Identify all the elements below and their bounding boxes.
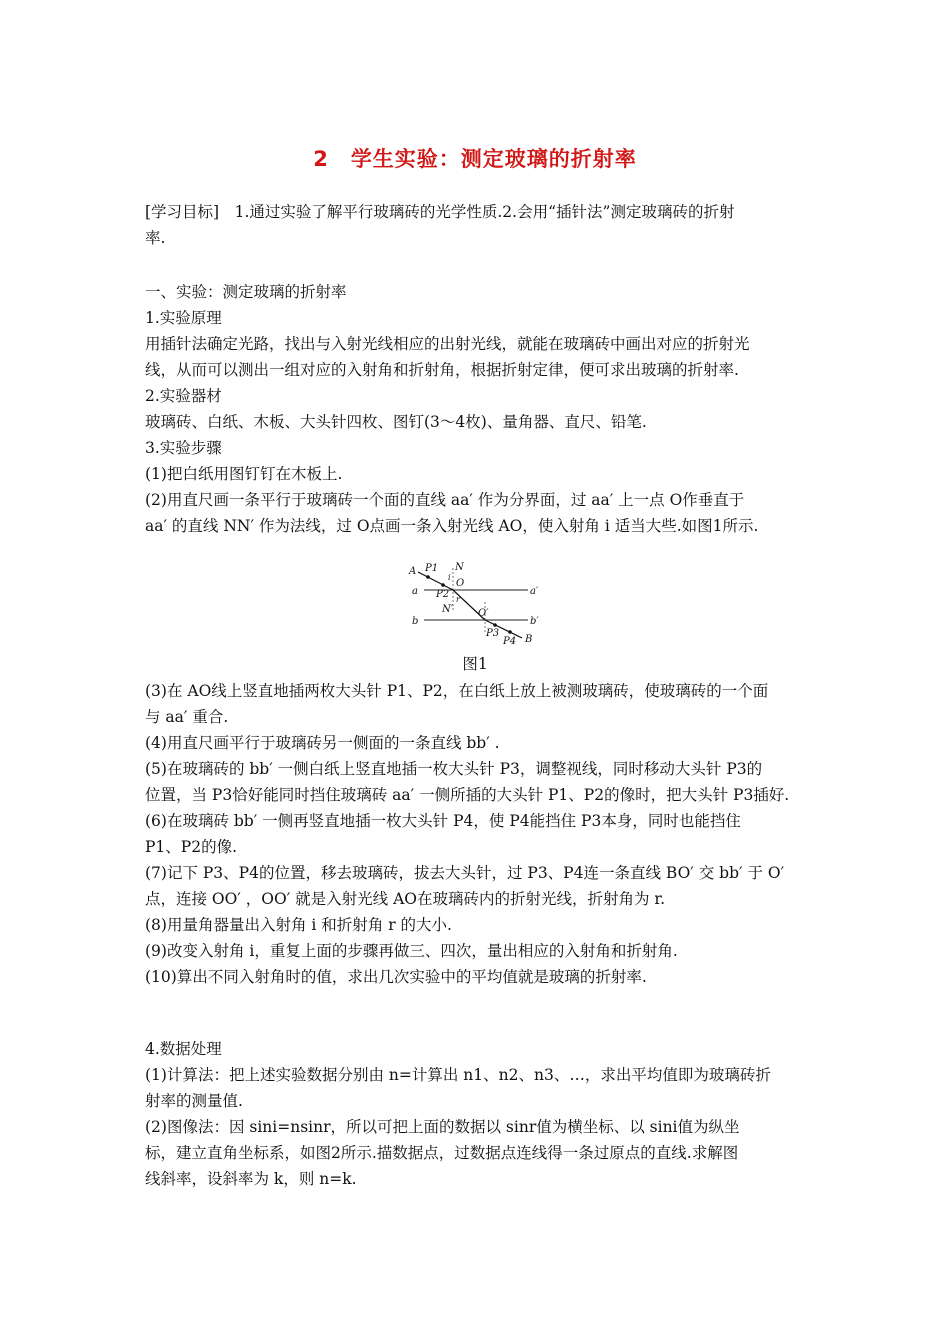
- label-o: O: [456, 578, 465, 589]
- label-b: b: [412, 616, 419, 627]
- steps-heading: 3.实验步骤: [145, 439, 222, 457]
- step-7-line-2: 点，连接 OO′ ，OO′ 就是入射光线 AO在玻璃砖内的折射光线，折射角为 r.: [145, 890, 666, 908]
- item-1-line-1: (1)计算法：把上述实验数据分别由 n=计算出 n1、n2、n3、…，求出平均值即为玻璃砖折: [145, 1066, 771, 1084]
- objectives-line-2: 率.: [145, 229, 166, 247]
- data-processing-heading: 4.数据处理: [145, 1040, 222, 1058]
- pin-p2: [441, 583, 445, 587]
- step-3-line-1: (3)在 AO线上竖直地插两枚大头针 P1、P2，在白纸上放上被测玻璃砖，使玻璃砖的一个面: [145, 682, 769, 700]
- step-5-line-2: 位置，当 P3恰好能同时挡住玻璃砖 aa′ 一侧所插的大头针 P1、P2的像时，把大头针 P3插好.: [145, 786, 790, 804]
- objectives-line-1: [学习目标] 1.通过实验了解平行玻璃砖的光学性质.2.会用“插针法”测定玻璃砖的折射: [145, 203, 735, 221]
- equipment-text: 玻璃砖、白纸、木板、大头针四枚、图钉(3～4枚)、量角器、直尺、铅笔.: [145, 413, 647, 431]
- section-heading: 一、实验：测定玻璃的折射率: [145, 283, 347, 301]
- label-p3: P3: [486, 628, 500, 639]
- label-p4: P4: [503, 636, 517, 647]
- step-4: (4)用直尺画平行于玻璃砖另一侧面的一条直线 bb′ .: [145, 734, 500, 752]
- pin-p4: [508, 630, 512, 634]
- label-n-prime: N′: [442, 604, 454, 615]
- step-10: (10)算出不同入射角时的值，求出几次实验中的平均值就是玻璃的折射率.: [145, 968, 647, 986]
- title-text: 学生实验：测定玻璃的折射率: [350, 147, 637, 171]
- principle-line-1: 用插针法确定光路，找出与入射光线相应的出射光线，就能在玻璃砖中画出对应的折射光: [145, 335, 750, 353]
- step-8: (8)用量角器量出入射角 i 和折射角 r 的大小.: [145, 916, 452, 934]
- step-3-line-2: 与 aa′ 重合.: [145, 708, 229, 726]
- page-title: [0, 143, 950, 173]
- step-2-line-2: aa′ 的直线 NN′ 作为法线，过 O点画一条入射光线 AO，使入射角 i 适当大些.如图1所示.: [145, 517, 759, 535]
- label-a-prime: a′: [530, 586, 539, 597]
- step-2-line-1: (2)用直尺画一条平行于玻璃砖一个面的直线 aa′ 作为分界面，过 aa′ 上一点 O作垂直于: [145, 491, 745, 509]
- step-9: (9)改变入射角 i，重复上面的步骤再做三、四次，量出相应的入射角和折射角.: [145, 942, 678, 960]
- figure-1-diagram: [406, 560, 546, 648]
- label-a: a: [412, 586, 418, 597]
- step-1: (1)把白纸用图钉钉在木板上.: [145, 465, 343, 483]
- label-r: r: [456, 595, 460, 604]
- pin-p1: [426, 575, 430, 579]
- experiment-steps-continued: [145, 678, 807, 990]
- label-b-prime: b′: [530, 616, 539, 627]
- step-5-line-1: (5)在玻璃砖的 bb′ 一侧白纸上竖直地插一枚大头针 P3，调整视线，同时移动大头针 P3的: [145, 760, 763, 778]
- experiment-section: [145, 279, 807, 539]
- equipment-heading: 2.实验器材: [145, 387, 222, 405]
- step-6-line-1: (6)在玻璃砖 bb′ 一侧再竖直地插一枚大头针 P4，使 P4能挡住 P3本身，同时也能挡住: [145, 812, 741, 830]
- item-2-line-3: 线斜率，设斜率为 k，则 n=k.: [145, 1170, 357, 1188]
- pin-p3: [493, 623, 497, 627]
- item-2-line-2: 标，建立直角坐标系，如图2所示.描数据点，过数据点连线得一条过原点的直线.求解图: [145, 1144, 739, 1162]
- principle-line-2: 线，从而可以测出一组对应的入射角和折射角，根据折射定律，便可求出玻璃的折射率.: [145, 361, 739, 379]
- item-2-line-1: (2)图像法：因 sini=nsinr，所以可把上面的数据以 sinr值为横坐标、以 sini值为纵坐: [145, 1118, 740, 1136]
- step-7-line-1: (7)记下 P3、P4的位置，移去玻璃砖，拔去大头针，过 P3、P4连一条直线 BO′ 交 bb′ 于 O′: [145, 864, 785, 882]
- label-n: N: [455, 562, 464, 573]
- label-o-prime: O′: [478, 608, 489, 619]
- label-p1: P1: [425, 563, 439, 574]
- principle-heading: 1.实验原理: [145, 309, 222, 327]
- label-b-upper: B: [525, 634, 533, 645]
- title-number: 2: [313, 147, 329, 171]
- data-processing-section: [145, 1036, 807, 1192]
- item-1-line-2: 射率的测量值.: [145, 1092, 243, 1110]
- label-i: i: [448, 573, 451, 582]
- figure-1-caption: 图1: [462, 655, 488, 673]
- label-p2: P2: [436, 589, 450, 600]
- label-a-upper: A: [409, 566, 417, 577]
- learning-objectives: [145, 199, 807, 251]
- step-6-line-2: P1、P2的像.: [145, 838, 238, 856]
